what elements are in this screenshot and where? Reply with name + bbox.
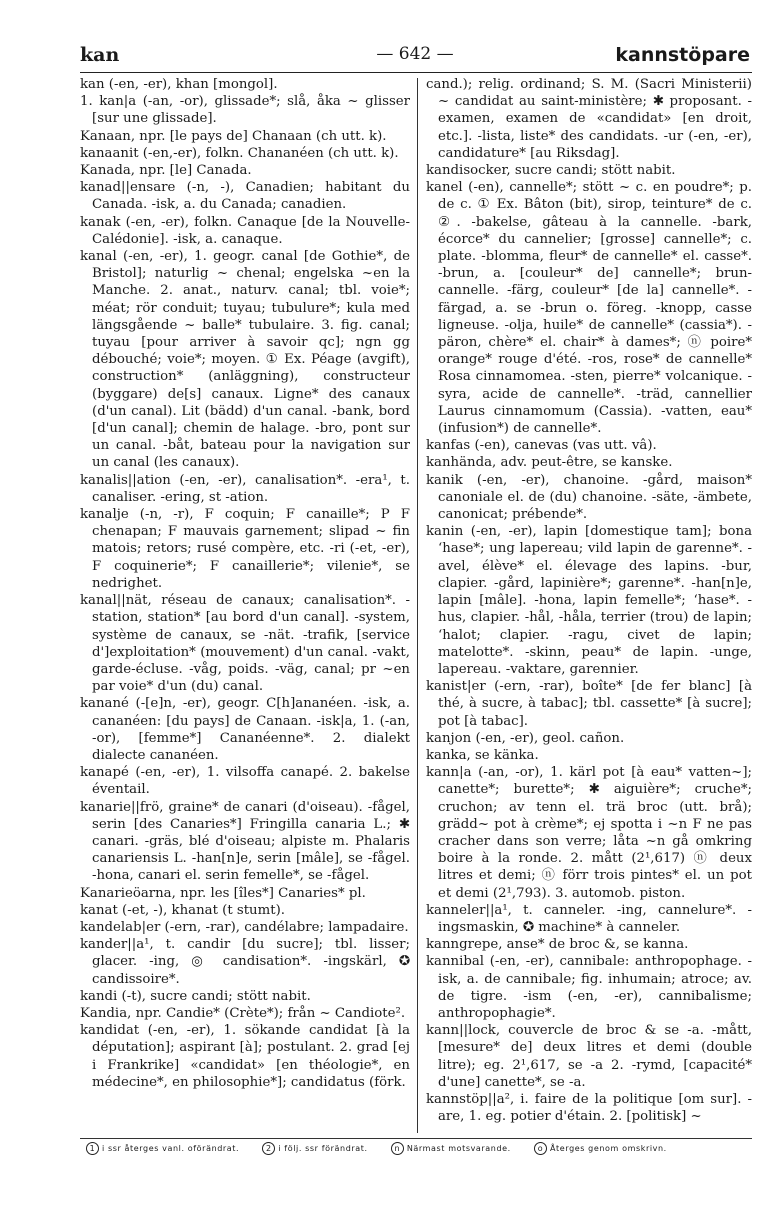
entry: cand.); relig. ordinand; S. M. (Sacri Ministerii) ~ candidat au saint-ministère; ✱ proposant. -examen, examen de «candidat» [en droit, etc.]. -lista, liste* des candidats. -ur (-en, -er), candidature* [au Riksdag]. (426, 77, 752, 161)
header-rule (80, 72, 752, 73)
entry: kanaanit (-en,-er), folkn. Chananéen (ch utt. k). (80, 145, 399, 161)
header-first-word: kan (80, 44, 120, 66)
entry: kanat (-et, -), khanat (t stumt). (80, 902, 285, 918)
footnote-rule (80, 1138, 752, 1139)
left-column (80, 76, 410, 1136)
entry: kanneler||a¹, t. canneler. -ing, cannelure*. -ingsmaskin, ✪ machine* à canneler. (426, 902, 752, 935)
entry: kann||lock, couvercle de broc & se -a. -mått, [mesure* de] deux litres et demi (double litre); eg. 2¹,617, se -a 2. -rymd, [capacité* d'une] canette*, se -a. (426, 1023, 752, 1090)
footnote (86, 1142, 239, 1155)
entry: kanal (-en, -er), 1. geogr. canal [de Gothie*, de Bristol]; naturlig ~ chenal; engelska ~en la Manche. 2. anat., naturv. canal; tbl. voie*; méat; rör conduit; tuyau; tubulure*; kula med längsgående ~ balle* tubulaire. 3. fig. canal; tuyau [pour arriver à savoir qc]; ngn gg débouché; voie*; moyen. ① Ex. Péage (avgift), construction* (anläggning), constructeur (byggare) de[s] canaux. Ligne* des canaux (d'un canal). Lit (bädd) d'un canal. -bank, bord [d'un canal]; chemin de halage. -bro, pont sur un canal. -båt, bateau pour la navigation sur un canal (les canaux). (80, 249, 410, 471)
entry: Kanaan, npr. [le pays de] Chanaan (ch utt. k). (80, 128, 387, 144)
entry: kanka, se känka. (426, 747, 539, 763)
page-number: — 642 — (376, 44, 454, 64)
entry: kanané (-[e]n, -er), geogr. C[h]ananéen. -isk, a. cananéen: [du pays] de Canaan. -isk|a, 1. (-an, -or), [femme*] Cananéenne*. 2. dialekt dialecte cananéen. (80, 696, 410, 763)
entry: kanalje (-n, -r), F coquin; F canaille*; P F chenapan; F mauvais garnement; slipad ~ fin matois; retors; rusé compère, etc. -ri (-et, -er), F coquinerie*; F canaillerie*; vilenie*, se nedrighet. (80, 507, 410, 591)
entry: kannibal (-en, -er), cannibale: anthropophage. -isk, a. de cannibale; fig. inhumain; atroce; av. de tigre. -ism (-en, -er), cannibalisme; anthropophagie*. (426, 954, 752, 1021)
column-divider (417, 78, 418, 1133)
entry: kanal||nät, réseau de canaux; canalisation*. -station, station* [au bord d'un canal]. -system, système de canaux, se -nät. -trafik, [service d']exploitation* (mouvement) d'un canal. -vakt, garde-écluse. -våg, poids. -väg, canal; pr ~en par voie* d'un (du) canal. (80, 593, 410, 695)
footnote-text: i ssr återges vanl. oförändrat. (102, 1144, 240, 1153)
right-column (426, 76, 752, 1136)
footnote (534, 1142, 667, 1155)
entry: Kanarieöarna, npr. les [îles*] Canaries* pl. (80, 885, 366, 901)
entry: kanapé (-en, -er), 1. vilsoffa canapé. 2. bakelse éventail. (80, 765, 410, 798)
entry: 1. kan|a (-an, -or), glissade*; slå, åka ~ glisser [sur une glissade]. (80, 94, 410, 127)
footnote-text: Närmast motsvarande. (406, 1144, 511, 1153)
entry: kanhända, adv. peut-être, se kanske. (426, 455, 673, 471)
entry: kandi (-t), sucre candi; stött nabit. (80, 988, 311, 1004)
entry: kandidat (-en, -er), 1. sökande candidat [à la députation]; aspirant [à]; postulant. 2. grad [ej i Frankrike] «candidat» [en théologie*, en médecine*, en philosophie*]; candidatus (förk. (80, 1023, 410, 1090)
entry: kandisocker, sucre candi; stött nabit. (426, 163, 676, 179)
entry: kann|a (-an, -or), 1. kärl pot [à eau* vatten~]; canette*; burette*; ✱ aiguière*; cruche*; cruchon; av tenn el. trä broc (utt. brå); grädd~ pot à crème*; ej spotta i ~n F ne pas cracher dans son verre; låta ~n gå omkring boire à la ronde. 2. mått (2¹,617) ⓝ deux litres et demi; ⓝ förr trois pintes* el. un pot et demi (2¹,793). 3. automob. piston. (426, 765, 752, 901)
footnote (391, 1142, 511, 1155)
entry: kanarie||frö, graine* de canari (d'oiseau). -fågel, serin [des Canaries*] Fringilla canaria L.; ✱ canari. -gräs, blé d'oiseau; alpiste m. Phalaris canariensis L. -han[n]e, serin [mâle], se -fågel. -hona, canari el. serin femelle*, se -fågel. (80, 799, 410, 884)
footnote-mark: o (534, 1142, 547, 1155)
entry: Kandia, npr. Candie* (Crète*); från ~ Candiote². (80, 1005, 406, 1021)
footnote-text: i följ. ssr förändrat. (278, 1144, 368, 1153)
entry: Kanada, npr. [le] Canada. (80, 163, 252, 179)
footnote (262, 1142, 367, 1155)
footnote-text: Återges genom omskrivn. (549, 1144, 667, 1153)
entry: kanjon (-en, -er), geol. cañon. (426, 730, 625, 746)
entry: kanak (-en, -er), folkn. Canaque [de la Nouvelle-Calédonie]. -isk, a. canaque. (80, 214, 410, 247)
entry: kanad||ensare (-n, -), Canadien; habitant du Canada. -isk, a. du Canada; canadien. (80, 180, 410, 213)
entry: kanel (-en), cannelle*; stött ~ c. en poudre*; p. de c. ① Ex. Bâton (bit), sirop, teinture* de c. ②. -bakelse, gâteau à la cannelle. -bark, écorce* du cannelier; [grosse] cannelle*; c. plate. -blomma, fleur* de cannelle* el. casse*. -brun, a. [couleur* de] cannelle*; brun-cannelle. -färg, couleur* [de la] cannelle*. -färgad, a. se -brun o. föreg. -knopp, casse ligneuse. -olja, huile* de cannelle* (cassia*). -päron, chère* el. chair* à dames*; ⓝ poire* orange* rouge d'été. -ros, rose* de cannelle* Rosa cinnamomea. -sten, pierre* volcanique. -syra, acide de cannelle*. -träd, cannellier Laurus cinnamomum (Cassia). -vatten, eau* (infusion*) de cannelle*. (426, 180, 752, 437)
entry: kandelab|er (-ern, -rar), candélabre; lampadaire. (80, 919, 409, 935)
footnote-mark: 1 (86, 1142, 99, 1155)
footnotes (86, 1142, 756, 1158)
entry: kanik (-en, -er), chanoine. -gård, maison* canoniale el. de (du) chanoine. -säte, -ämbete, canonicat; prébende*. (426, 472, 752, 523)
entry: kannstöp||a², i. faire de la politique [om sur]. -are, 1. eg. potier d'étain. 2. [politisk] ~ (426, 1091, 752, 1125)
running-header (80, 44, 750, 72)
entry: kan (-en, -er), khan [mongol]. (80, 77, 278, 92)
entry: kanin (-en, -er), lapin [domestique tam]; bona ʻhase*; ung lapereau; vild lapin de garenne*. -avel, élève* el. élevage des lapins. -bur, clapier. -gård, lapinière*; garenne*. -han[n]e, lapin [mâle]. -hona, lapin femelle*; ʻhase*. -hus, clapier. -hål, -håla, terrier (trou) de lapin; ʻhalot; clapier. -ragu, civet de lapin; matelotte*. -skinn, peau* de lapin. -unge, lapereau. -vaktare, garennier. (426, 524, 752, 677)
footnote-mark: n (391, 1142, 404, 1155)
entry: kanist|er (-ern, -rar), boîte* [de fer blanc] [à thé, à sucre, à tabac]; tbl. cassette* [à sucre]; pot [à tabac]. (426, 679, 752, 729)
entry: kanfas (-en), canevas (vas utt. vâ). (426, 438, 657, 454)
header-last-word: kannstöpare (615, 44, 750, 66)
footnote-mark: 2 (262, 1142, 275, 1155)
entry: kanalis||ation (-en, -er), canalisation*. -era¹, t. canaliser. -ering, st -ation. (80, 472, 410, 505)
entry: kanngrepe, anse* de broc &, se kanna. (426, 937, 689, 953)
entry: kander||a¹, t. candir [du sucre]; tbl. lisser; glacer. -ing, ◎ candisation*. -ingskärl, ✪ candissoire*. (80, 937, 410, 987)
